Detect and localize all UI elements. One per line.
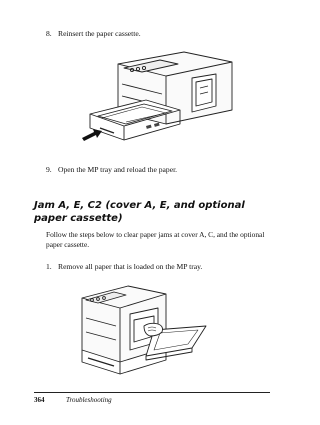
printer-mp-tray-illustration (74, 278, 214, 376)
step-text: Reinsert the paper cassette. (58, 29, 141, 38)
section-heading: Jam A, E, C2 (cover A, E, and optional paper cassette) (34, 200, 245, 224)
step-number: 9. (46, 165, 52, 174)
step-number: 8. (46, 29, 52, 38)
printer-cassette-illustration (80, 44, 260, 152)
step-text: Remove all paper that is loaded on the MP tray. (58, 262, 203, 271)
page-number: 364 (34, 396, 45, 404)
step-text: Open the MP tray and reload the paper. (58, 165, 178, 174)
push-arrow-icon (82, 129, 102, 141)
section-intro: Follow the steps below to clear paper jams at cover A, C, and the optional paper cassette. (46, 230, 265, 249)
footer-rule (34, 392, 270, 393)
running-footer-title: Troubleshooting (66, 396, 112, 404)
step-number: 1. (46, 262, 52, 271)
